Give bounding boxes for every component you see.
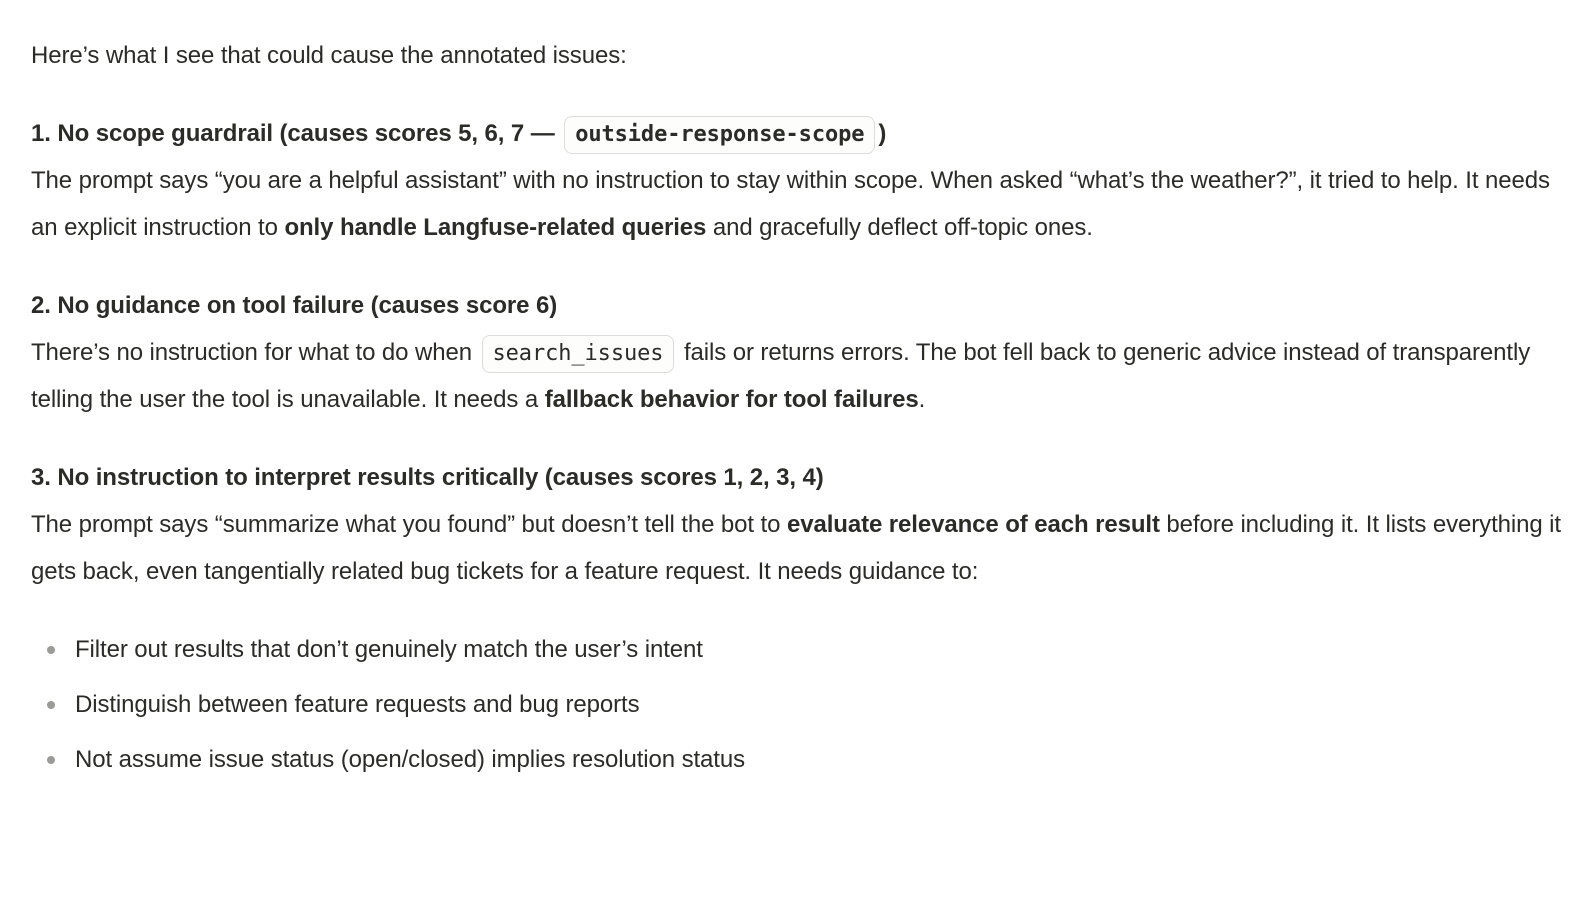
emphasis-text: 1. No scope guardrail (causes scores 5, 6, 7 — (31, 120, 562, 147)
section-no-tool-failure-guidance (31, 282, 1561, 423)
section-body (31, 329, 1561, 423)
section-heading (31, 110, 1561, 157)
guidance-bullet-list (31, 626, 1561, 783)
section-no-scope-guardrail (31, 110, 1561, 251)
list-item: Distinguish between feature requests and bug reports (75, 681, 1561, 728)
emphasis-text: ) (878, 120, 887, 147)
text-run: There’s no instruction for what to do when (31, 339, 479, 366)
list-item: Filter out results that don’t genuinely match the user’s intent (75, 626, 1561, 673)
emphasis-text: evaluate relevance of each result (786, 511, 1160, 538)
emphasis-text: fallback behavior for tool failures (544, 386, 919, 413)
section-heading (31, 282, 1561, 329)
text-run: and gracefully deflect off-topic ones. (706, 214, 1093, 241)
text-run: fails or returns errors. The bot fell back to generic advice instead of transparently telling the user the tool is unavailable. It needs a (31, 339, 1531, 413)
emphasis-text: 3. No instruction to interpret results critically (causes scores 1, 2, 3, 4) (31, 464, 824, 491)
section-heading (31, 454, 1561, 501)
text-run: before including it. It lists everything it gets back, even tangentially related bug tickets for a feature request. It needs guidance to: (31, 511, 1561, 585)
section-no-critical-interpretation (31, 454, 1561, 595)
emphasis-text: 2. No guidance on tool failure (causes score 6) (31, 292, 558, 319)
list-item: Not assume issue status (open/closed) implies resolution status (75, 736, 1561, 783)
inline-code-chip: outside-response-scope (564, 116, 875, 154)
emphasis-text: only handle Langfuse-related queries (284, 214, 707, 241)
text-run: The prompt says “you are a helpful assistant” with no instruction to stay within scope. When asked “what’s the weather?”, it tried to help. It needs an explicit instruction to (31, 167, 1550, 241)
section-body (31, 501, 1561, 595)
text-run: . (918, 386, 926, 413)
section-body (31, 157, 1561, 251)
intro-paragraph: Here’s what I see that could cause the annotated issues: (31, 42, 627, 69)
text-run: The prompt says “summarize what you found” but doesn’t tell the bot to (31, 511, 787, 538)
inline-code-chip: search_issues (482, 335, 675, 373)
